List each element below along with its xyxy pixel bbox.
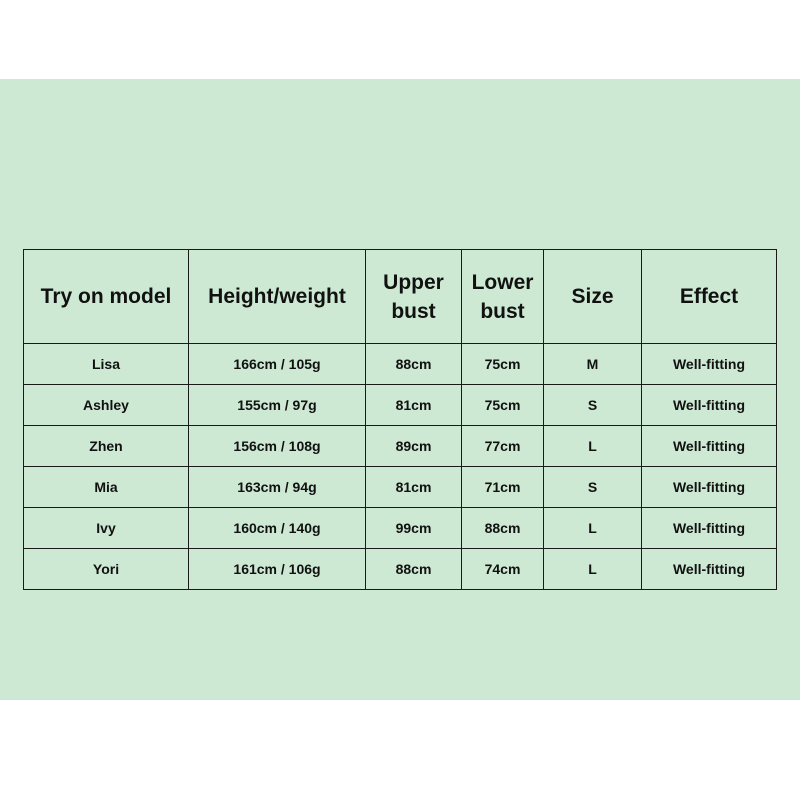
cell-model: Ashley <box>24 385 189 426</box>
cell-lower-bust: 77cm <box>462 426 544 467</box>
cell-effect: Well-fitting <box>642 549 777 590</box>
cell-size: S <box>544 467 642 508</box>
cell-size: L <box>544 549 642 590</box>
cell-effect: Well-fitting <box>642 385 777 426</box>
table-row <box>24 426 777 467</box>
cell-size: M <box>544 344 642 385</box>
cell-model: Yori <box>24 549 189 590</box>
table-row <box>24 344 777 385</box>
cell-size: S <box>544 385 642 426</box>
cell-lower-bust: 75cm <box>462 344 544 385</box>
cell-effect: Well-fitting <box>642 467 777 508</box>
cell-effect: Well-fitting <box>642 426 777 467</box>
cell-lower-bust: 74cm <box>462 549 544 590</box>
cell-height-weight: 156cm / 108g <box>189 426 366 467</box>
size-chart-table <box>23 249 777 590</box>
header-height-weight: Height/weight <box>189 250 366 344</box>
cell-upper-bust: 81cm <box>366 467 462 508</box>
cell-upper-bust: 99cm <box>366 508 462 549</box>
cell-height-weight: 155cm / 97g <box>189 385 366 426</box>
cell-lower-bust: 88cm <box>462 508 544 549</box>
cell-upper-bust: 88cm <box>366 549 462 590</box>
cell-model: Mia <box>24 467 189 508</box>
header-effect: Effect <box>642 250 777 344</box>
cell-height-weight: 166cm / 105g <box>189 344 366 385</box>
cell-height-weight: 161cm / 106g <box>189 549 366 590</box>
header-try-on-model: Try on model <box>24 250 189 344</box>
table-row <box>24 508 777 549</box>
table-row <box>24 549 777 590</box>
cell-upper-bust: 88cm <box>366 344 462 385</box>
header-upper-bust: Upper bust <box>366 250 462 344</box>
cell-height-weight: 160cm / 140g <box>189 508 366 549</box>
cell-lower-bust: 71cm <box>462 467 544 508</box>
header-size: Size <box>544 250 642 344</box>
cell-lower-bust: 75cm <box>462 385 544 426</box>
header-lower-bust: Lower bust <box>462 250 544 344</box>
table-row <box>24 385 777 426</box>
cell-upper-bust: 81cm <box>366 385 462 426</box>
cell-effect: Well-fitting <box>642 344 777 385</box>
table-header-row <box>24 250 777 344</box>
table-row <box>24 467 777 508</box>
cell-model: Ivy <box>24 508 189 549</box>
cell-model: Lisa <box>24 344 189 385</box>
cell-effect: Well-fitting <box>642 508 777 549</box>
cell-size: L <box>544 426 642 467</box>
cell-size: L <box>544 508 642 549</box>
cell-model: Zhen <box>24 426 189 467</box>
cell-upper-bust: 89cm <box>366 426 462 467</box>
cell-height-weight: 163cm / 94g <box>189 467 366 508</box>
